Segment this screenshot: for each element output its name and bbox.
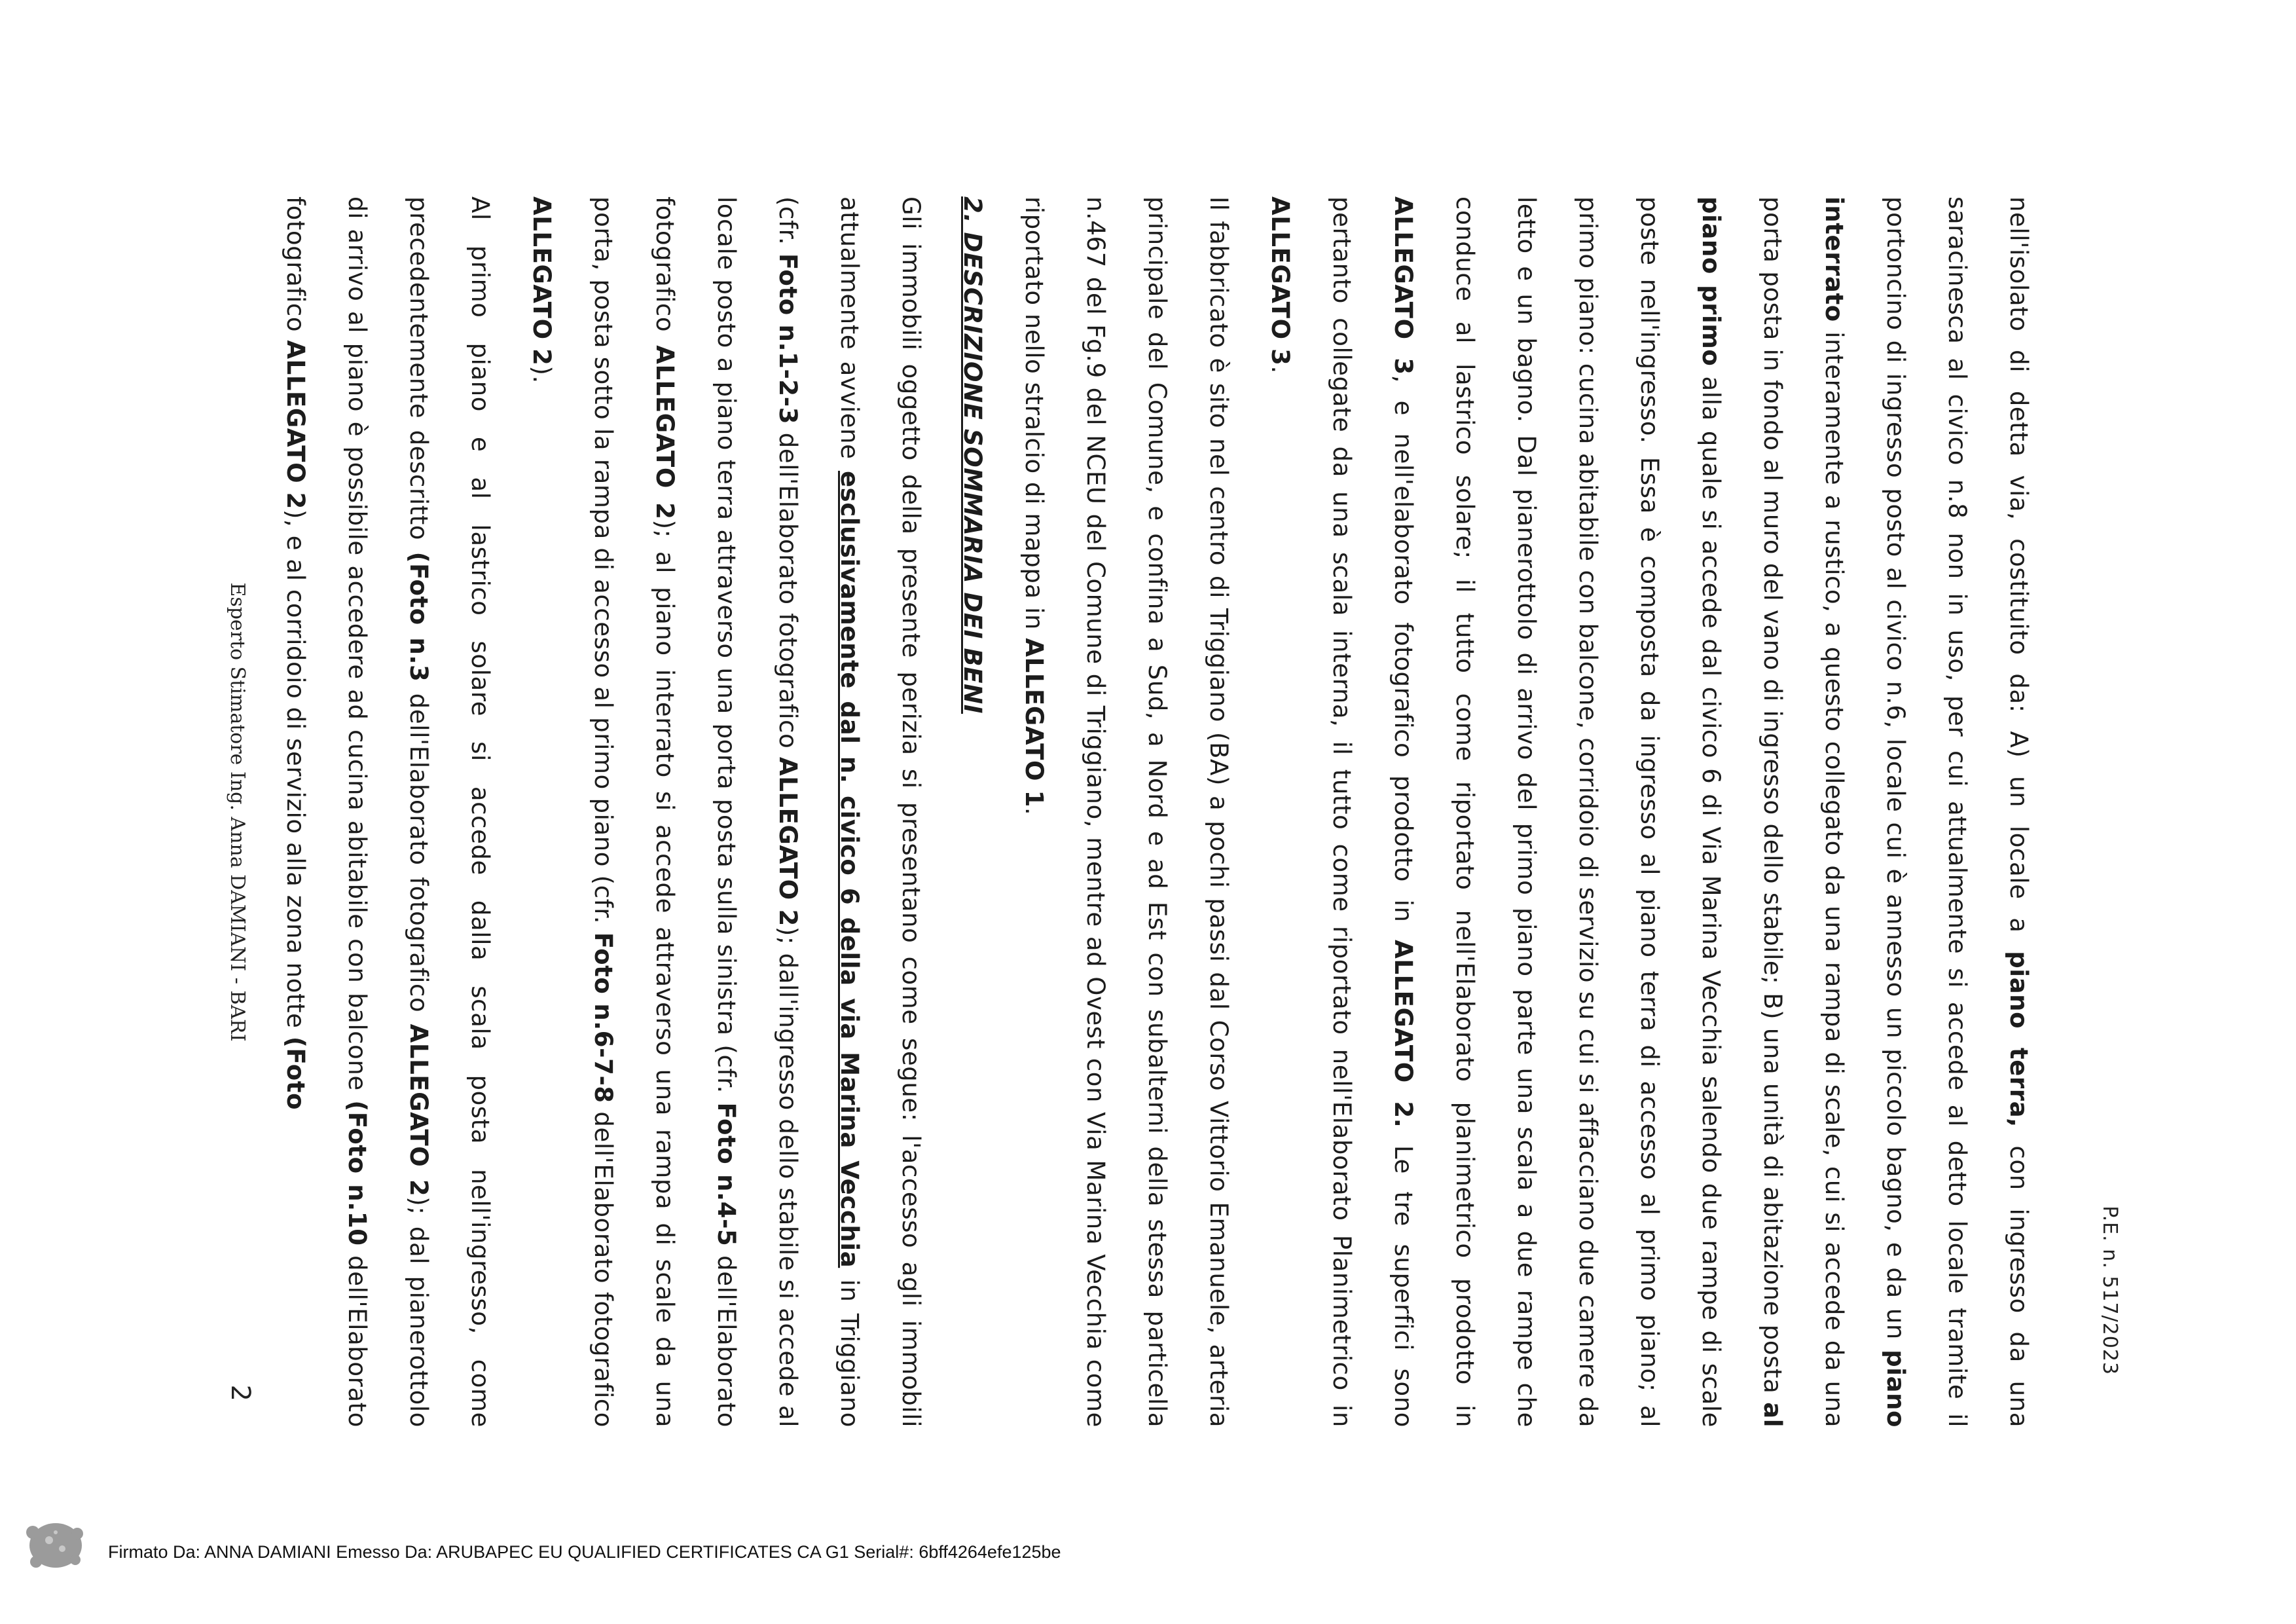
bold-run: Foto n.1-2-3 bbox=[774, 253, 802, 425]
section-heading bbox=[941, 196, 1003, 1428]
text-run: ). bbox=[528, 365, 556, 384]
text-run: dell'Elaborato fotografico bbox=[589, 1103, 617, 1428]
bold-run: al piano primo bbox=[1697, 196, 1787, 1428]
text-run: ); dall'ingresso dello stabile si accede al locale posto a piano terra attraverso una porta posta sulla sinistra (cfr. bbox=[712, 196, 802, 1428]
document-body bbox=[264, 196, 2049, 1428]
bold-run: ALLEGATO 2. bbox=[1389, 940, 1417, 1128]
bold-run: (Foto n.3 bbox=[405, 551, 433, 682]
bold-run: (Foto n.10 bbox=[343, 1100, 371, 1246]
seal-stamp-icon bbox=[20, 1513, 92, 1578]
case-number-header: P.E. n. 517/2023 bbox=[2098, 1206, 2121, 1375]
bold-run: Foto n.4-5 bbox=[712, 1102, 740, 1247]
text-run: . bbox=[1266, 365, 1294, 374]
text-run: Al primo piano e al lastrico solare si accede dalla scala posta nell'ingresso, come precedentemente descritto bbox=[405, 196, 494, 1428]
text-run: ), e al corridoio di servizio alla zona notte bbox=[282, 509, 310, 1037]
page-number: 2 bbox=[225, 1384, 255, 1401]
paragraph-access bbox=[511, 196, 941, 1428]
text-run: in Triggiano (cfr. bbox=[774, 196, 864, 1428]
text-run: , e nell'elaborato fotografico prodotto in bbox=[1389, 375, 1417, 940]
bold-run: Foto n.6-7-8 bbox=[589, 932, 617, 1103]
bold-run: ALLEGATO 3 bbox=[1266, 196, 1294, 366]
text-run: ); dal pianerottolo di arrivo al piano è possibile accedere ad cucina abitabile con balcone bbox=[343, 196, 433, 1428]
text-run: con ingresso da una saracinesca al civico n.8 non in uso, per cui attualmente si accede al detto locale tramite il portoncino di ingresso posto al civico n.6, locale cui è annesso un piccolo bagno, e da un bbox=[1882, 196, 2033, 1428]
bold-run: (Foto bbox=[282, 1036, 310, 1111]
bold-run: piano terra, bbox=[2005, 951, 2033, 1128]
text-run: dell'Elaborato fotografico bbox=[651, 196, 740, 1428]
bold-run: ALLEGATO 1 bbox=[1020, 638, 1048, 807]
bold-run: ALLEGATO 2 bbox=[651, 345, 679, 520]
text-run: Le tre superfici sono pertanto collegate da una scala interna, il tutto come riportato nell'Elaborato Planimetrico in bbox=[1328, 196, 1417, 1428]
text-run: ); al piano interrato si accede attraverso una rampa di scale da una porta, posta sotto la rampa di accesso al primo piano (cfr. bbox=[589, 196, 679, 1428]
text-run: dell'Elaborato fotografico bbox=[282, 196, 371, 1428]
digital-signature-line: Firmato Da: ANNA DAMIANI Emesso Da: ARUBAPEC EU QUALIFIED CERTIFICATES CA G1 Serial#: 6bff4264efe125be bbox=[108, 1542, 1061, 1562]
paragraph-first-floor bbox=[264, 196, 511, 1428]
bold-run: ALLEGATO 2 bbox=[405, 1024, 433, 1197]
paragraph-description bbox=[1249, 196, 2049, 1428]
section-title: 2. DESCRIZIONE SOMMARIA DEI BENI bbox=[958, 196, 987, 714]
bold-run: ALLEGATO 3 bbox=[1389, 196, 1417, 375]
bold-run: ALLEGATO 2 bbox=[528, 196, 556, 366]
text-run: Il fabbricato è sito nel centro di Triggiano (BA) a pochi passi dal Corso Vittorio Emanuele, arteria principale del Comune, e confina a Sud, a Nord e ad Est con subalterni della stessa particella n.467 del Fg.9 del NCEU del Comune di Triggiano, mentre ad Ovest con Via Marina Vecchia come riportato nello stralcio di mappa in bbox=[1020, 196, 1233, 1428]
text-run: Gli immobili oggetto della presente perizia si presentano come segue: l'accesso agli immobili attualmente avviene bbox=[835, 196, 925, 1428]
text-run: . bbox=[1020, 807, 1048, 816]
rotated-document-page bbox=[170, 196, 2121, 1428]
expert-footer: Esperto Stimatore Ing. Anna DAMIANI - BARI bbox=[226, 582, 249, 1042]
paragraph-location bbox=[1003, 196, 1249, 1428]
text-run: alla quale si accede dal civico 6 di Via Marina Vecchia salendo due rampe di scale poste nell'ingresso. Essa è composta da ingresso al piano terra di accesso al primo piano; al primo piano: cucina abitabile con balcone, corridoio di servizio su cui si affacciano due camere da letto e un bagno. Dal pianerottolo di arrivo del primo piano parte una scala a due rampe che conduce al lastrico solare; il tutto come riportato nell'Elaborato planimetrico prodotto in bbox=[1451, 196, 1725, 1428]
text-run: interamente a rustico, a questo collegato da una rampa di scale, cui si accede da una porta posta in fondo al muro del vano di ingresso dello stabile; B) una unità di abitazione posta bbox=[1758, 196, 1848, 1428]
bold-run: piano interrato bbox=[1820, 196, 1910, 1428]
text-run: nell'isolato di detta via, costituito da: A) un locale a bbox=[2005, 196, 2033, 951]
bold-run: ALLEGATO 2 bbox=[282, 340, 310, 509]
text-run: dell'Elaborato fotografico bbox=[405, 682, 433, 1024]
bold-underline-run: esclusivamente dal n. civico 6 della via Marina Vecchia bbox=[835, 470, 864, 1268]
text-run: dell'Elaborato fotografico bbox=[774, 424, 802, 758]
bold-run: ALLEGATO 2 bbox=[774, 757, 802, 927]
